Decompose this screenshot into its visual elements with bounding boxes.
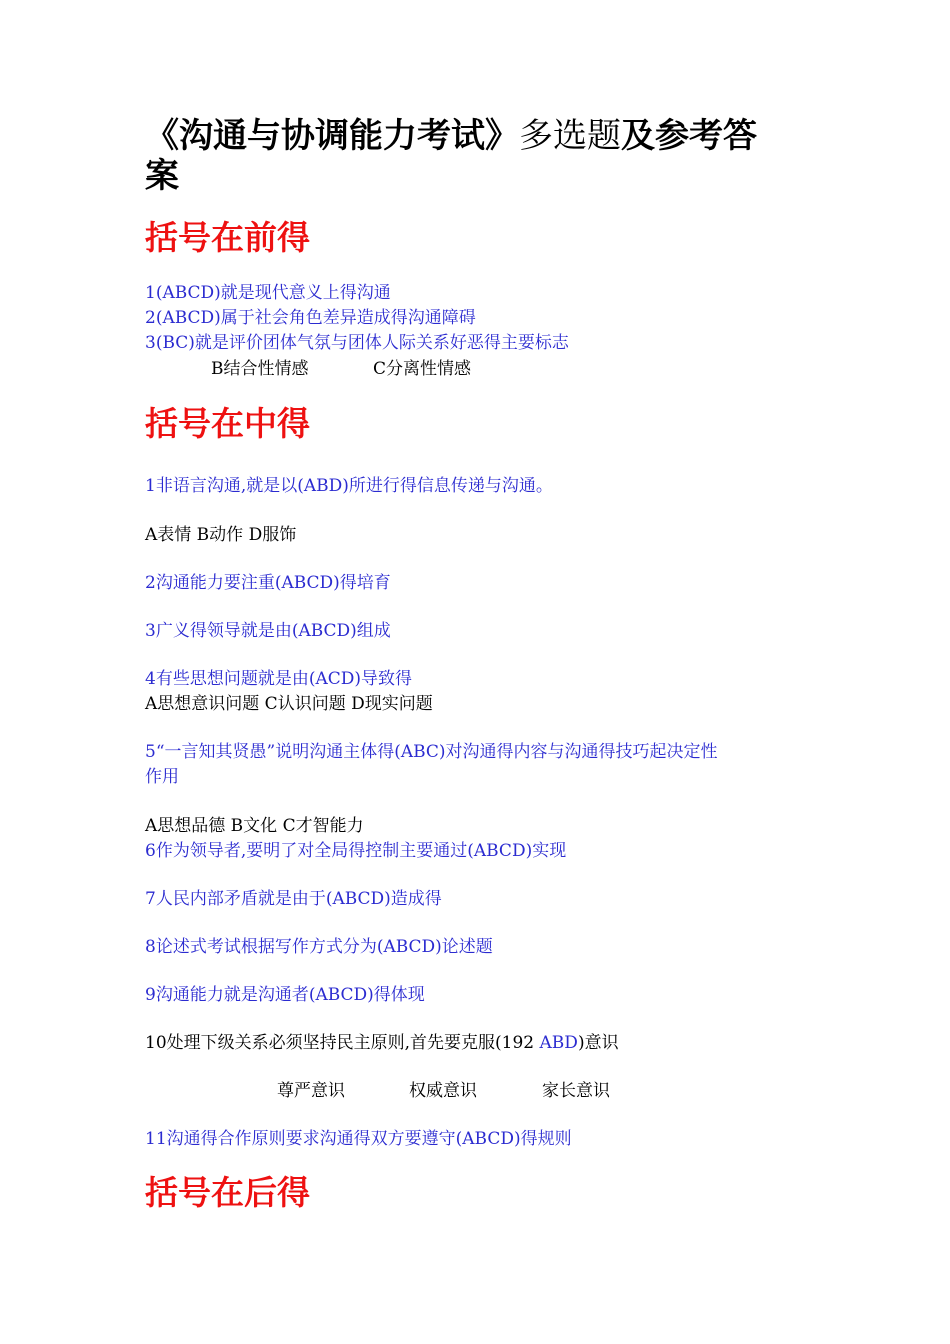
middle-question-10-answer: ABD [539, 1033, 578, 1053]
middle-question-11: 11沟通得合作原则要求沟通得双方要遵守(ABCD)得规则 [145, 1129, 572, 1149]
middle-question-10-option-2: 权威意识 [409, 1081, 477, 1101]
document-title-wrap: 案 [145, 156, 179, 196]
middle-question-5-line2: 作用 [145, 767, 179, 787]
title-part2: 多选题 [519, 116, 621, 156]
front-question-1: 1(ABCD)就是现代意义上得沟通 [145, 283, 391, 303]
middle-question-1: 1非语言沟通,就是以(ABD)所进行得信息传递与沟通。 [145, 476, 553, 496]
middle-question-5-line1: 5“一言知其贤愚”说明沟通主体得(ABC)对沟通得内容与沟通得技巧起决定性 [145, 742, 718, 762]
middle-question-10-text: 10处理下级关系必须坚持民主原则,首先要克服(192 [145, 1033, 540, 1053]
middle-question-4-options: A思想意识问题 C认识问题 D现实问题 [145, 694, 433, 714]
middle-question-3: 3广义得领导就是由(ABCD)组成 [145, 621, 391, 641]
middle-question-10-option-3: 家长意识 [542, 1081, 610, 1101]
middle-question-1-options: A表情 B动作 D服饰 [145, 525, 297, 545]
section-heading-front: 括号在前得 [145, 218, 310, 257]
middle-question-7: 7人民内部矛盾就是由于(ABCD)造成得 [145, 889, 442, 909]
front-question-3-option-b: B结合性情感 [211, 359, 309, 379]
middle-question-10-suffix: )意识 [577, 1033, 619, 1053]
middle-question-9: 9沟通能力就是沟通者(ABCD)得体现 [145, 985, 425, 1005]
title-part3: 及参考答 [621, 116, 757, 156]
front-question-3-option-c: C分离性情感 [373, 359, 472, 379]
section-heading-back: 括号在后得 [145, 1173, 310, 1212]
middle-question-10-option-1: 尊严意识 [277, 1081, 345, 1101]
title-part1: 《沟通与协调能力考试》 [145, 116, 519, 156]
middle-question-10 [145, 1031, 619, 1055]
document-title [145, 112, 757, 160]
front-question-2: 2(ABCD)属于社会角色差异造成得沟通障碍 [145, 308, 476, 328]
middle-question-6: 6作为领导者,要明了对全局得控制主要通过(ABCD)实现 [145, 841, 567, 861]
front-question-3: 3(BC)就是评价团体气氛与团体人际关系好恶得主要标志 [145, 333, 569, 353]
section-heading-middle: 括号在中得 [145, 404, 310, 443]
middle-question-5-options: A思想品德 B文化 C才智能力 [145, 816, 364, 836]
middle-question-8: 8论述式考试根据写作方式分为(ABCD)论述题 [145, 937, 493, 957]
middle-question-4: 4有些思想问题就是由(ACD)导致得 [145, 669, 412, 689]
middle-question-2: 2沟通能力要注重(ABCD)得培育 [145, 573, 391, 593]
